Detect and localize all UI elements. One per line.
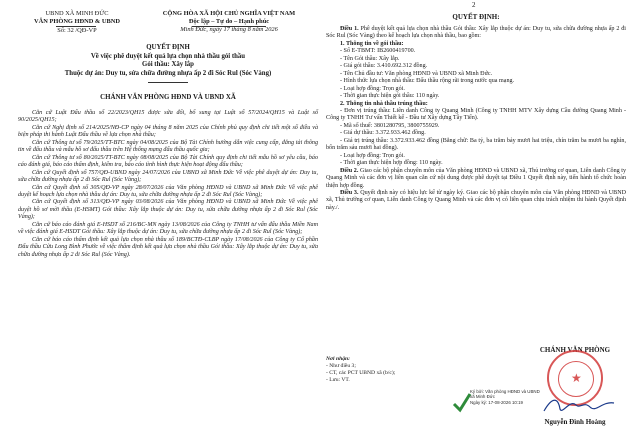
- section-1-item: - Hình thức lựa chọn nhà thầu: Đấu thầu rộng rãi trong nước qua mạng.: [340, 78, 515, 85]
- decision-heading: QUYẾT ĐỊNH:: [452, 13, 500, 21]
- legal-basis-item: Căn cứ báo cáo thẩm định kết quả lựa chọn nhà thầu số 189/BCTĐ-CLBP ngày 17/08/2026 của Công ty Cổ phần Đấu thầu Cửu Long Bình Phước về việc thẩm định kết quả lựa chọn nhà thầu Gói thầu: Xây lắp thuộc dự án: Duy tu, sửa chữa đường nhựa ấp 2 đi Sóc Rul (Sóc Vàng).: [18, 236, 318, 258]
- section-2-title: 2. Thông tin nhà thầu trúng thầu:: [340, 100, 428, 107]
- legal-basis-item: Căn cứ Thông tư số 79/2025/TT-BTC ngày 04/08/2025 của Bộ Tài Chính hướng dẫn việc cung cấp, đăng tải thông tin về đấu thầu và mẫu hồ sơ đấu thầu trên Hệ thống mạng đấu thầu quốc gia;: [18, 139, 318, 154]
- handwritten-signature: [540, 395, 620, 417]
- legal-basis-item: Căn cứ Luật Đấu thầu số 22/2023/QH15 được sửa đổi, bổ sung tại Luật số 57/2024/QH15 và Luật số 90/2025/QH15;: [18, 110, 318, 124]
- legal-basis-item: Căn cứ Quyết định số 757/QĐ-UBND ngày 24/07/2026 của UBND xã Minh Đức Về việc phê duyệt dự án: Duy tu, sửa chữa đường nhựa ấp 2 đi Sóc Rul (Sóc Vàng);: [18, 169, 318, 184]
- package-name: Gói thầu: Xây lắp: [142, 61, 194, 69]
- issuing-agency-block: [18, 10, 136, 35]
- issuing-org: VĂN PHÒNG HĐND & UBND: [34, 17, 120, 25]
- section-1-item: - Thời gian thực hiện gói thầu: 110 ngày.: [340, 93, 440, 100]
- article-2-text: Giao các bộ phận chuyên môn của Văn phòng HĐND và UBND xã, Thủ trưởng cơ quan, Liên danh Công ty Quang Minh và các đơn vị liên quan căn cứ nội dung được phê duyệt tại Điều 1 Quyết định này, tiến hành tổ chức hoàn thiện hợp đồng.: [326, 167, 627, 189]
- section-1-item: - Tên Chủ đầu tư: Văn phòng HĐND và UBND xã Minh Đức.: [340, 70, 493, 77]
- title-underline: [148, 82, 188, 83]
- legal-basis-item: Căn cứ Nghị định số 214/2025/NĐ-CP ngày 04 tháng 8 năm 2025 của Chính phủ quy định chi tiết một số điều và biện pháp thi hành Luật Đấu thầu về lựa chọn nhà thầu;: [18, 124, 318, 139]
- document-kind: QUYẾT ĐỊNH: [146, 44, 190, 51]
- legal-basis-list: [18, 110, 318, 259]
- article-1: [326, 26, 626, 41]
- article-1-label: Điều 1.: [340, 26, 359, 32]
- parent-org: UBND XÃ MINH ĐỨC: [45, 10, 109, 17]
- legal-basis-item: Căn cứ Quyết định số 313/QĐ-VP ngày 03/08/2026 của Văn phòng HĐND và UBND xã Minh Đức Về việc phê duyệt hồ sơ mời thầu (E-HSMT) Gói thầu: Xây lắp thuộc dự án: Duy tu, sửa chữa đường nhựa ấp 2 đi Sóc Rul (Sóc Vàng);: [18, 199, 318, 221]
- signer-title: CHÁNH VĂN PHÒNG: [539, 346, 611, 354]
- header-right-underline: [192, 26, 266, 27]
- document-subject: Về việc phê duyệt kết quả lựa chọn nhà thầu gói thầu: [90, 52, 246, 60]
- article-3-text: Quyết định này có hiệu lực kể từ ngày ký. Giao các bộ phận chuyên môn của Văn phòng HĐND và UBND xã, Thủ trưởng cơ quan, Liên danh Công ty Quang Minh và các đơn vị có liên quan chịu trách nhiệm thi hành Quyết định này./.: [326, 189, 626, 211]
- section-1-item: - Giá gói thầu: 3.410.692.312 đồng.: [340, 63, 428, 70]
- project-name: Thuộc dự án: Duy tu, sửa chữa đường nhựa ấp 2 đi Sóc Rul (Sóc Vàng): [64, 69, 272, 77]
- decision-body: [326, 26, 626, 212]
- section-1-title: 1. Thông tin về gói thầu:: [340, 40, 404, 47]
- digital-signer-cont: xã Minh Đức: [470, 394, 495, 400]
- section-2-item: - Đơn vị trúng thầu: Liên danh Công ty Quang Minh (Công ty TNHH MTV Xây dựng Cầu đường Quang Minh - Công ty TNHH Tư vấn Thiết kế - Đầu tư Xây dựng Tây Tiến).: [326, 107, 626, 122]
- page-number: 2: [472, 1, 476, 9]
- nation-name: CỘNG HÒA XÃ HỘI CHỦ NGHĨA VIỆT NAM: [162, 10, 296, 17]
- section-1-item: - Loại hợp đồng: Trọn gói.: [340, 85, 405, 92]
- section-2-item: - Giá trị trúng thầu: 3.372.933.462 đồng (Bằng chữ: Ba tỷ, ba trăm bảy mươi hai triệu, chín trăm ba mươi ba nghìn, bốn trăm sáu mươi hai đồng).: [326, 137, 626, 152]
- national-motto: Độc lập – Tự do – Hạnh phúc: [188, 17, 270, 25]
- recipients-label: Nơi nhận:: [326, 356, 350, 362]
- digital-signature-info: [470, 389, 540, 405]
- digital-signer: Ký bởi: Văn phòng HĐND và UBND: [470, 389, 540, 394]
- section-1-item: - Tên Gói thầu: Xây lắp.: [340, 55, 400, 62]
- checkmark-icon: [454, 394, 470, 410]
- section-2-item: - Loại hợp đồng: Trọn gói.: [340, 152, 405, 159]
- document-title-block: [18, 44, 318, 78]
- article-1-text: Phê duyệt kết quả lựa chọn nhà thầu Gói thầu: Xây lắp thuộc dự án: Duy tu, sửa chữa đường nhựa ấp 2 đi Sóc Rul (Sóc Vàng) theo kế hoạch lựa chọn nhà thầu, bao gồm:: [326, 26, 626, 40]
- seal-star-icon: ★: [571, 371, 582, 385]
- place-and-date: Minh Đức, ngày 17 tháng 8 năm 2026: [180, 26, 278, 34]
- legal-basis-item: Căn cứ báo cáo đánh giá E-HSDT số 216/BC-MN ngày 13/08/2026 của Công ty TNHH tư vấn đấu thầu Miền Nam về việc đánh giá E-HSDT Gói thầu: Xây lắp thuộc dự án: Duy tu, sửa chữa đường nhựa ấp 2 đi Sóc Rul (Sóc Vàng);: [18, 221, 318, 236]
- recipient-item: - Như điều 3;: [326, 363, 356, 369]
- article-3-label: Điều 3.: [340, 189, 359, 196]
- digital-sign-time: Ngày ký: 17-08-2026 10:19: [470, 399, 523, 405]
- section-2-item: - Mã số thuế: 3801280795, 3800755929.: [340, 122, 440, 129]
- article-2: [326, 168, 626, 190]
- national-header-block: [140, 10, 318, 34]
- recipient-item: - Lưu: VT.: [326, 377, 350, 383]
- header-left-underline: [56, 26, 96, 27]
- signer-name: Nguyễn Đình Hoàng: [544, 418, 606, 426]
- section-1-item: - Số E-TBMT: IB2600419700.: [340, 48, 416, 55]
- article-3: [326, 190, 626, 212]
- legal-basis-item: Căn cứ Thông tư số 80/2025/TT-BTC ngày 08/08/2025 của Bộ Tài Chính quy định chi tiết mẫu hồ sơ yêu cầu, báo cáo đánh giá, báo cáo thẩm định, kiểm tra, báo cáo tình hình thực hiện hoạt động đấu thầu;: [18, 154, 318, 169]
- issuing-authority: CHÁNH VĂN PHÒNG HĐND VÀ UBND XÃ: [100, 94, 236, 101]
- recipients-block: [326, 356, 466, 384]
- document-number: Số: 32 /QĐ-VP: [57, 27, 97, 35]
- legal-basis-item: Căn cứ Quyết định số 305/QĐ-VP ngày 28/07/2026 của Văn phòng HĐND và UBND xã Minh Đức Về việc phê duyệt kế hoạch lựa chọn nhà thầu dự án: Duy tu, sửa chữa đường nhựa ấp 2 đi Sóc Rul (Sóc Vàng);: [18, 184, 318, 198]
- section-2-item: - Thời gian thực hiện hợp đồng: 110 ngày.: [340, 160, 443, 167]
- recipient-item: - CT, các PCT UBND xã (b/c);: [326, 370, 396, 376]
- section-2-item: - Giá dự thầu: 3.372.933.462 đồng.: [340, 130, 426, 137]
- article-2-label: Điều 2.: [340, 167, 359, 174]
